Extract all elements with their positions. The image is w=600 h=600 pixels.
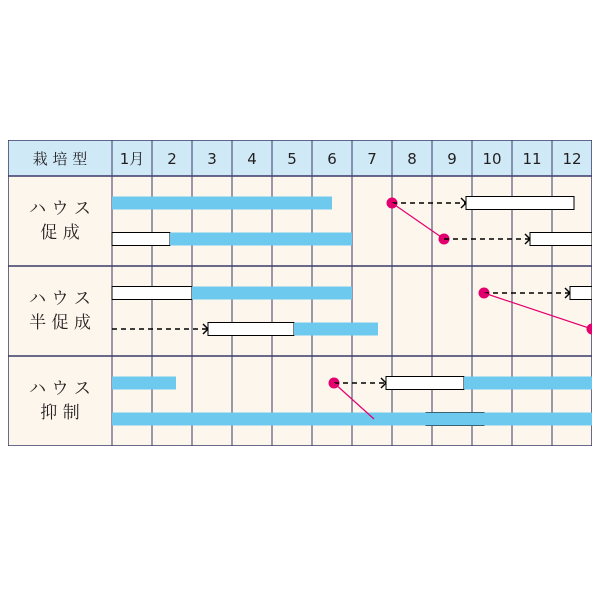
header-month-10: 10 bbox=[482, 150, 502, 168]
bar-blue bbox=[112, 413, 592, 426]
bar-blue bbox=[170, 233, 352, 246]
row-label-1: ハ ウ ス bbox=[29, 199, 91, 219]
header-month-5: 5 bbox=[287, 150, 297, 168]
bar-white bbox=[530, 233, 592, 246]
header-month-11: 11 bbox=[522, 150, 542, 168]
row-label-1: 促 成 bbox=[40, 223, 80, 243]
bar-blue bbox=[294, 323, 378, 336]
row-label-3: 抑 制 bbox=[40, 403, 80, 423]
bar-blue bbox=[112, 197, 332, 210]
cultivation-schedule-table bbox=[8, 140, 592, 446]
bar-blue bbox=[192, 287, 352, 300]
header-month-1: 1月 bbox=[119, 150, 145, 168]
header-month-7: 7 bbox=[367, 150, 377, 168]
row-label-2: ハ ウ ス bbox=[29, 289, 91, 309]
row-label-3: ハ ウ ス bbox=[29, 379, 91, 399]
bar-white bbox=[112, 233, 170, 246]
header-month-4: 4 bbox=[247, 150, 257, 168]
bar-white bbox=[208, 323, 294, 336]
header-background bbox=[8, 140, 592, 176]
row-label-2: 半 促 成 bbox=[29, 313, 91, 333]
body-background bbox=[8, 176, 592, 446]
header-month-2: 2 bbox=[167, 150, 177, 168]
header-month-9: 9 bbox=[447, 150, 457, 168]
bar-white bbox=[570, 287, 592, 300]
bar-blue bbox=[464, 377, 592, 390]
bar-white bbox=[466, 197, 574, 210]
header-month-8: 8 bbox=[407, 150, 417, 168]
header-month-12: 12 bbox=[562, 150, 582, 168]
header-row-label: 栽 培 型 bbox=[32, 150, 88, 168]
bar-blue bbox=[112, 377, 176, 390]
bar-white bbox=[386, 377, 464, 390]
header-month-6: 6 bbox=[327, 150, 337, 168]
schedule-svg bbox=[8, 140, 592, 446]
bar-white bbox=[112, 287, 192, 300]
header-month-3: 3 bbox=[207, 150, 217, 168]
